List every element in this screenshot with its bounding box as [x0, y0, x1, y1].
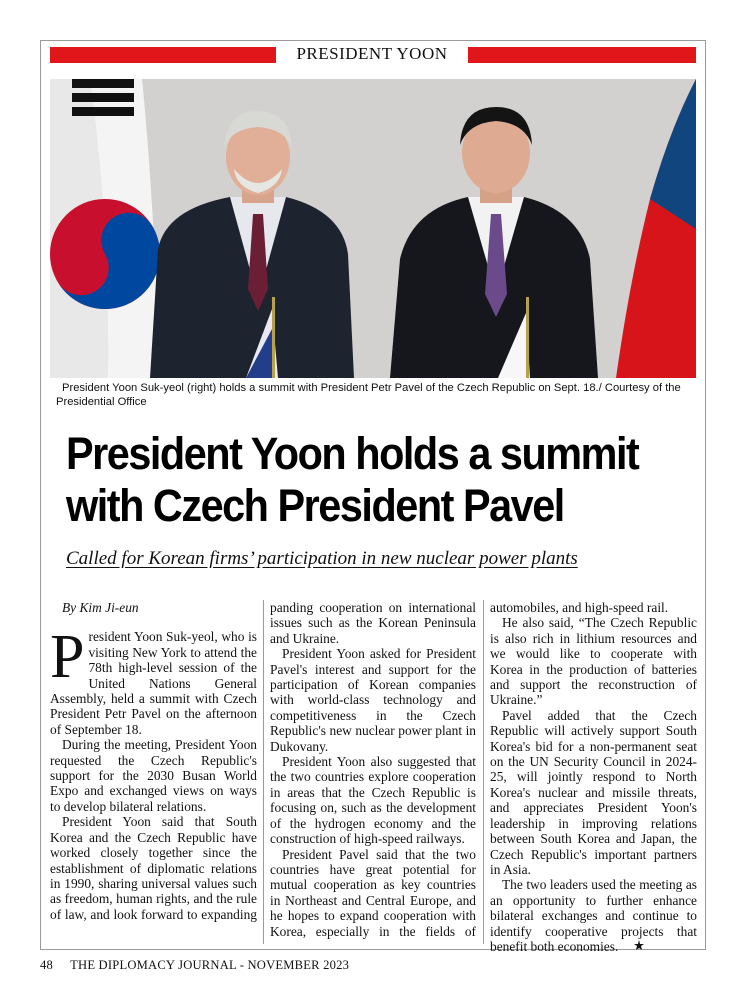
- headline-line-1: President Yoon holds a summit: [66, 428, 639, 479]
- section-header: [50, 46, 696, 64]
- photo-caption: President Yoon Suk-yeol (right) holds a summit with President Petr Pavel of the Czech Republic on Sept. 18./ Courtesy of the Presidential Office: [56, 382, 681, 408]
- byline: By Kim Ji-eun: [62, 600, 139, 615]
- column-divider: [483, 600, 484, 944]
- summit-photo: [50, 79, 696, 378]
- article-paragraph: During the meeting, President Yoon requested the Czech Republic's support for the 2030 Busan World Expo and exchanged views on ways to develop bilateral relations.: [50, 737, 257, 814]
- subheadline: Called for Korean firms’ participation in new nuclear power plants: [66, 548, 578, 569]
- article-column-3: [490, 600, 697, 954]
- headline-line-2: with Czech President Pavel: [66, 480, 564, 531]
- column-divider: [263, 600, 264, 944]
- page-footer: [40, 958, 349, 973]
- headline: [66, 428, 655, 532]
- article-paragraph: President Pavel said that the two countries have great potential for mutual cooperation as key countries in Northeast and Central Europe, and he hopes to expand cooperation with Korea, especially in the fields of: [270, 846, 476, 939]
- article-paragraph: He also said, “The Czech Republic is also rich in lithium resources and we would like to cooperate with Korea in the production of batteries and support the reconstruction of Ukraine.”: [490, 615, 697, 708]
- publication-name: THE DIPLOMACY JOURNAL - NOVEMBER 2023: [70, 958, 350, 972]
- article-paragraph: President Yoon said that South Korea and the Czech Republic have worked closely together since the establishment of diplomatic relations in 1990, sharing universal values such as freedom, human rights, and the rule of law, and look forward to expanding: [50, 814, 257, 922]
- section-label: PRESIDENT YOON: [296, 44, 448, 63]
- article-paragraph-continued: automobiles, and high-speed rail.: [490, 600, 669, 615]
- article-paragraph: Pavel added that the Czech Republic will actively support South Korea's bid for a non-permanent seat on the UN Security Council in 2024-25, will jointly respond to North Korea's nuclear and missile threats, and appreciates President Yoon's leadership in improving relations between South Korea and Japan, the Czech Republic's important partners in Asia.: [490, 707, 697, 877]
- article-column-1: [50, 600, 257, 922]
- article-paragraph: The two leaders used the meeting as an opportunity to further enhance bilateral exchanges and continue to identify cooperative projects that benefit both economies.: [490, 877, 697, 954]
- drop-cap: P: [50, 623, 85, 692]
- section-bar-right: [468, 47, 696, 63]
- article-paragraph: President Yoon asked for President Pavel's interest and support for the participation of Korean companies with world-class technology and competitiveness in the Czech Republic's new nuclear power plant in Dukovany.: [270, 646, 476, 754]
- section-bar-left: [50, 47, 276, 63]
- page-number: 48: [40, 958, 53, 972]
- diplomacy-logo-icon: [621, 939, 645, 954]
- article-paragraph-continued: panding cooperation on international issues such as the Korean Peninsula and Ukraine.: [270, 600, 476, 646]
- article-column-2: [270, 600, 476, 939]
- article-paragraph: President Yoon also suggested that the two countries explore cooperation in areas that the Czech Republic is focusing on, such as the development of the hydrogen economy and the construction of high-speed railways.: [270, 754, 476, 847]
- article-paragraph: President Yoon Suk-yeol, who is visiting New York to attend the 78th high-level session of the United Nations General Assembly, held a summit with Czech President Petr Pavel on the afternoon of September 18.: [50, 623, 257, 737]
